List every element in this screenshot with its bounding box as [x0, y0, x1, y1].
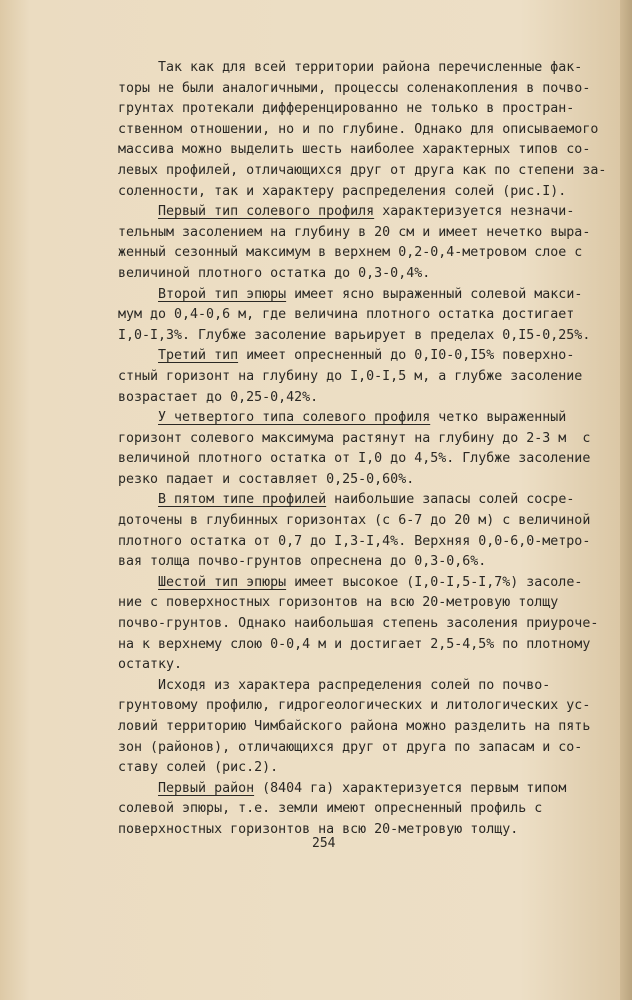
text-segment: Так как для всей территории района перечисленные фак- — [118, 60, 583, 75]
text-line — [118, 820, 576, 841]
text-segment: горизонт солевого максимума растянут на глубину до 2-3 м с — [118, 430, 591, 446]
text-line — [118, 79, 591, 100]
text-line — [118, 696, 591, 717]
text-segment: солевой эпюры, т.е. земли имеют опресненный профиль с — [118, 801, 543, 817]
text-segment: доточены в глубинных горизонтах (с 6-7 до 20 м) с величиной — [118, 513, 591, 529]
text-line — [118, 202, 576, 223]
underlined-heading: Первый район — [158, 780, 255, 796]
text-line — [118, 779, 576, 800]
text-segment: имеет высокое (I,0-I,5-I,7%) засоле- — [286, 574, 583, 590]
text-segment — [118, 204, 158, 219]
paragraph — [118, 58, 607, 202]
text-segment: остатку. — [118, 657, 183, 673]
text-line — [118, 614, 599, 635]
text-segment: резко падает и составляет 0,25-0,60%. — [118, 471, 415, 487]
text-line — [118, 305, 576, 326]
text-segment: массива можно выделить шесть наиболее характерных типов со- — [118, 142, 591, 158]
paragraph — [118, 346, 583, 408]
underlined-heading: В пятом типе профилей — [158, 492, 327, 508]
paragraph — [118, 779, 576, 841]
text-segment: возрастает до 0,25-0,42%. — [118, 389, 319, 405]
text-segment: ние с поверхностных горизонтов на всю 20-метровую толщу — [118, 595, 559, 611]
text-line — [118, 676, 576, 697]
text-line — [118, 511, 591, 532]
text-segment: грунтовому профилю, гидрогеологических и литологических ус- — [118, 698, 591, 714]
text-segment: Исходя из характера распределения солей по почво- — [118, 677, 551, 693]
text-line — [118, 738, 583, 759]
underlined-heading: У четвертого типа солевого профиля — [158, 410, 431, 426]
underlined-heading: Второй тип эпюры — [158, 286, 287, 302]
text-line — [118, 346, 576, 367]
text-segment: тельным засолением на глубину в 20 см и имеет нечетко выра- — [118, 224, 591, 240]
text-segment: стный горизонт на глубину до I,0-I,5 м, а глубже засоление — [118, 368, 583, 384]
text-segment — [118, 348, 158, 363]
paragraph — [118, 490, 591, 572]
text-line — [118, 58, 583, 79]
text-segment — [118, 781, 158, 796]
text-segment — [118, 575, 158, 590]
paragraph — [118, 408, 591, 490]
text-line — [118, 223, 591, 244]
text-segment: характеризуется незначи- — [374, 204, 575, 220]
text-segment: торы не были аналогичными, процессы соленакопления в почво- — [118, 80, 591, 96]
text-segment: имеет ясно выраженный солевой макси- — [286, 286, 583, 302]
text-line — [118, 449, 591, 470]
text-line — [118, 408, 576, 429]
text-line — [118, 593, 576, 614]
text-segment — [118, 492, 158, 507]
text-line — [118, 120, 599, 141]
text-line — [118, 243, 583, 264]
text-segment: ловий территорию Чимбайского района можно разделить на пять — [118, 719, 591, 734]
text-segment: левых профилей, отличающихся друг от друга как по степени за- — [118, 162, 607, 178]
text-line — [118, 655, 576, 676]
text-segment: женный сезонный максимум в верхнем 0,2-0,4-метровом слое с — [118, 245, 583, 261]
page-binding-edge — [620, 0, 632, 1000]
text-line — [118, 326, 591, 347]
paragraph — [118, 202, 591, 284]
text-line — [118, 182, 576, 203]
text-segment: мум до 0,4-0,6 м, где величина плотного остатка достигает — [118, 307, 575, 323]
text-line — [118, 285, 583, 306]
text-segment: зон (районов), отличающихся друг от друга по запасам и со- — [118, 739, 583, 755]
text-line — [118, 490, 576, 511]
text-segment: грунтах протекали дифференцированно не только в простран- — [118, 101, 575, 117]
text-segment: ставу солей (рис.2). — [118, 760, 279, 776]
text-segment: почво-грунтов. Однако наибольшая степень засоления приуроче- — [118, 616, 599, 632]
text-segment: вая толща почво-грунтов опреснена до 0,3-0,6%. — [118, 554, 487, 570]
text-line — [118, 573, 583, 594]
text-line — [118, 635, 591, 656]
text-line — [118, 99, 576, 120]
text-line — [118, 264, 576, 285]
text-segment: (8404 га) характеризуется первым типом — [254, 780, 567, 796]
text-segment: ственном отношении, но и по глубине. Однако для описываемого — [118, 121, 599, 137]
text-line — [118, 161, 607, 182]
text-line — [118, 140, 591, 161]
text-segment: величиной плотного остатка от I,0 до 4,5%. Глубже засоление — [118, 451, 591, 467]
text-line — [118, 552, 576, 573]
text-line — [118, 532, 591, 553]
underlined-heading: Третий тип — [158, 348, 239, 364]
text-line — [118, 367, 583, 388]
text-segment: наибольшие запасы солей сосре- — [326, 492, 575, 508]
text-line — [118, 470, 576, 491]
text-segment: имеет опресненный до 0,I0-0,I5% поверхно- — [238, 348, 575, 364]
text-line — [118, 388, 576, 409]
underlined-heading: Первый тип солевого профиля — [158, 204, 375, 220]
text-segment: на к верхнему слою 0-0,4 м и достигает 2,5-4,5% по плотному — [118, 636, 591, 652]
text-segment: плотного остатка от 0,7 до I,3-I,4%. Верхняя 0,0-6,0-метро- — [118, 533, 591, 549]
text-segment: величиной плотного остатка до 0,3-0,4%. — [118, 265, 431, 281]
page-number: 254 — [312, 836, 336, 851]
text-segment — [118, 287, 158, 302]
text-line — [118, 799, 576, 820]
text-segment: четко выраженный — [430, 410, 567, 426]
text-line — [118, 717, 591, 738]
paragraph — [118, 573, 599, 676]
body-text — [118, 58, 607, 841]
text-line — [118, 429, 591, 450]
text-segment — [118, 410, 158, 425]
paragraph — [118, 285, 591, 347]
text-segment: соленности, так и характеру распределения солей (рис.I). — [118, 183, 567, 199]
text-segment: поверхностных горизонтов на всю 20-метровую толщу. — [118, 821, 519, 837]
text-line — [118, 758, 576, 779]
text-segment: I,0-I,3%. Глубже засоление варьирует в пределах 0,I5-0,25%. — [118, 327, 591, 343]
paragraph — [118, 676, 591, 779]
underlined-heading: Шестой тип эпюры — [158, 574, 287, 590]
